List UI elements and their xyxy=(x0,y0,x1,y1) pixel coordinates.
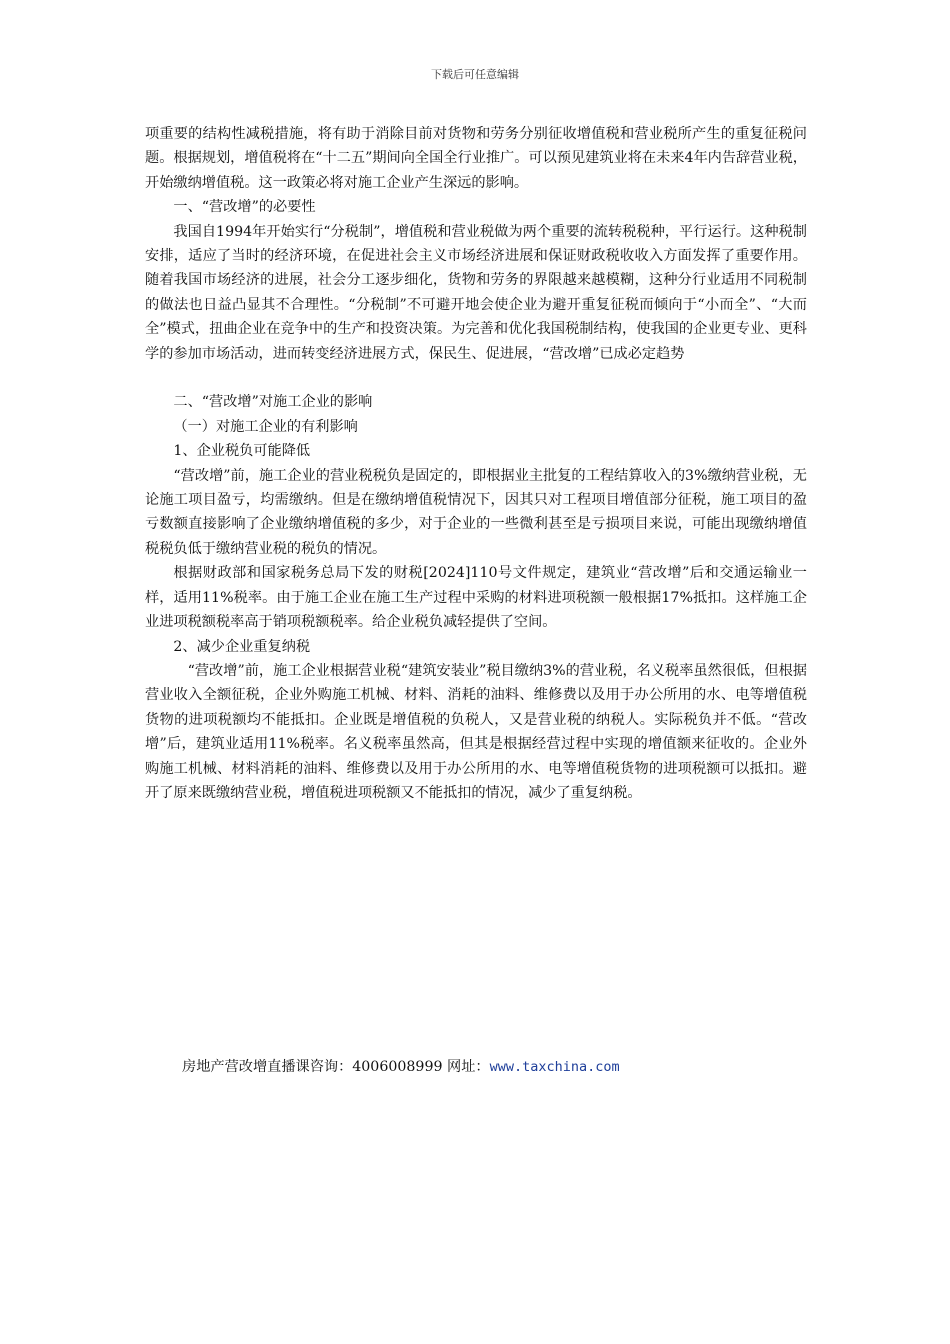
document-body xyxy=(145,122,807,805)
blank-line xyxy=(145,366,807,390)
heading-necessity: 一、“营改增”的必要性 xyxy=(173,199,316,216)
footer-website-link[interactable]: www.taxchina.com xyxy=(489,1059,620,1075)
paragraph-intro: 项重要的结构性减税措施，将有助于消除目前对货物和劳务分别征收增值税和营业税所产生的重复征税问题。根据规划，增值税将在“十二五”期间向全国全行业推广。可以预见建筑业将在未来4年内告辞营业税，开始缴纳增值税。这一政策必将对施工企业产生深远的影响。 xyxy=(145,126,807,191)
heading-favorable-impact: （一）对施工企业的有利影响 xyxy=(173,418,358,435)
paragraph-reduce-double-tax: “营改增”前，施工企业根据营业税“建筑安装业”税目缴纳3%的营业税，名义税率虽然很低，但根据营业收入全额征税，企业外购施工机械、材料、消耗的油料、维修费以及用于办公所用的水、电等增值税货物的进项税额均不能抵扣。企业既是增值税的负税人，又是营业税的纳税人。实际税负并不低。“营改增”后，建筑业适用11%税率。名义税率虽然高，但其是根据经营过程中实现的增值额来征收的。企业外购施工机械、材料消耗的油料、维修费以及用于办公所用的水、电等增值税货物的进项税额可以抵扣。避开了原来既缴纳营业税，增值税进项税额又不能抵扣的情况，减少了重复纳税。 xyxy=(145,662,807,801)
page-header: 下载后可任意编辑 xyxy=(431,68,519,81)
paragraph-tax-reduction-2: 根据财政部和国家税务总局下发的财税[2024]110号文件规定，建筑业“营改增”后和交通运输业一样，适用11%税率。由于施工企业在施工生产过程中采购的材料进项税额一般根据17%抵扣。这样施工企业进项税额税率高于销项税额税率。给企业税负减轻提供了空间。 xyxy=(145,565,807,631)
heading-tax-reduction: 1、企业税负可能降低 xyxy=(173,443,311,460)
paragraph-necessity: 我国自1994年开始实行“分税制”，增值税和营业税做为两个重要的流转税税种，平行运行。这种税制安排，适应了当时的经济环境，在促进社会主义市场经济进展和保证财政税收收入方面发挥了重要作用。随着我国市场经济的进展，社会分工逐步细化，货物和劳务的界限越来越模糊，这种分行业适用不同税制的做法也日益凸显其不合理性。“分税制”不可避开地会使企业为避开重复征税而倾向于“小而全”、“大而全”模式，扭曲企业在竞争中的生产和投资决策。为完善和优化我国税制结构，使我国的企业更专业、更科学的参加市场活动，进而转变经济进展方式，保民生、促进展，“营改增”已成必定趋势 xyxy=(145,223,807,362)
paragraph-tax-reduction-1: “营改增”前，施工企业的营业税税负是固定的，即根据业主批复的工程结算收入的3%缴纳营业税，无论施工项目盈亏，均需缴纳。但是在缴纳增值税情况下，因其只对工程项目增值部分征税，施工项目的盈亏数额直接影响了企业缴纳增值税的多少，对于企业的一些微利甚至是亏损项目来说，可能出现缴纳增值税税负低于缴纳营业税的税负的情况。 xyxy=(145,467,807,557)
heading-reduce-double-tax: 2、减少企业重复纳税 xyxy=(173,638,311,655)
heading-impact: 二、“营改增”对施工企业的影响 xyxy=(173,394,373,411)
page-footer xyxy=(182,1056,620,1076)
footer-contact-text: 房地产营改增直播课咨询：4006008999 网址： xyxy=(182,1059,490,1075)
